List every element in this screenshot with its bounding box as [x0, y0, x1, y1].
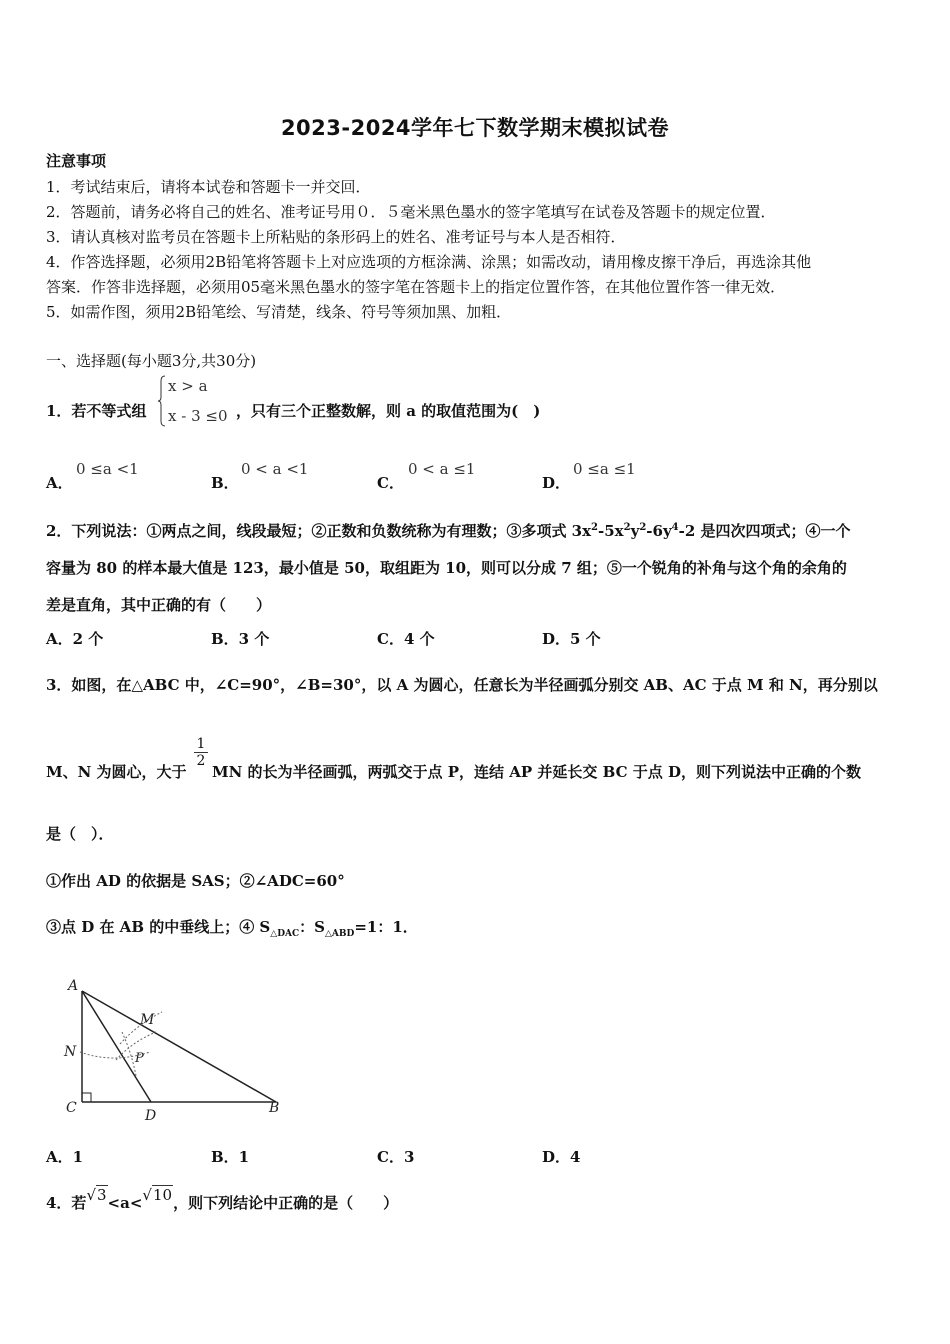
notice-item: 答案．作答非选择题，必须用05毫米黑色墨水的签字笔在答题卡上的指定位置作答，在其他位置作答一律无效． [46, 278, 786, 296]
notice-item: 2．答题前，请务必将自己的姓名、准考证号用０．５毫米黑色墨水的签字笔填写在试卷及答题卡的规定位置． [46, 203, 776, 221]
q1-option-b-letter: B． [211, 474, 239, 492]
q1-option-c-letter: C． [377, 474, 404, 492]
notice-item: 5．如需作图，须用2B铅笔绘、写清楚，线条、符号等须加黑、加粗． [46, 303, 512, 321]
q1-prefix: 1．若不等式组 [46, 402, 147, 420]
section-heading: 一、选择题(每小题3分,共30分) [46, 352, 257, 370]
bisector-ad [82, 991, 151, 1102]
fraction-denominator: 2 [194, 752, 208, 769]
q3-option-a: A．1 [46, 1148, 84, 1166]
triangle-figure [58, 972, 298, 1124]
q1-inequality-1: x > a [168, 377, 208, 395]
arc-p2 [122, 1032, 136, 1076]
brace-icon [158, 375, 166, 427]
q3-fraction [194, 736, 208, 769]
q2-option-c: C．4 个 [377, 630, 435, 648]
label-m: M [140, 1012, 155, 1028]
label-p: P [135, 1051, 144, 1066]
q1-option-a-letter: A． [46, 474, 73, 492]
q1-option-a: 0 ≤a <1 [76, 460, 139, 478]
q3-option-b: B．1 [211, 1148, 250, 1166]
q3-line-1: 3．如图，在△ABC 中，∠C=90°，∠B=30°，以 A 为圆心，任意长为半径画弧分别交 AB、AC 于点 M 和 N，再分别以 [46, 676, 878, 694]
q3-line-2a: M、N 为圆心，大于 [46, 763, 187, 781]
q1-option-c: 0 < a ≤1 [408, 460, 476, 478]
q3-statement-1: ①作出 AD 的依据是 SAS；②∠ADC=60° [46, 872, 345, 890]
notice-heading: 注意事项 [46, 152, 107, 170]
q4-line: 4．若√3<a<√10，则下列结论中正确的是（ ） [46, 1186, 399, 1212]
q1-option-b: 0 < a <1 [241, 460, 309, 478]
q2-line-1: 2．下列说法：①两点之间，线段最短；②正数和负数统称为有理数；③多项式 $3x^2-5x^2y^2-6y^4-2$ 是四次四项式；④一个 [46, 522, 851, 540]
notice-item: 1．考试结束后，请将本试卷和答题卡一并交回． [46, 178, 371, 196]
q1-inequality-2: x - 3 ≤0 [168, 407, 228, 425]
q2-option-a: A．2 个 [46, 630, 104, 648]
right-angle-mark [82, 1093, 91, 1102]
q2-option-d: D．5 个 [542, 630, 601, 648]
q3-option-c: C．3 [377, 1148, 415, 1166]
q1-option-d-letter: D． [542, 474, 571, 492]
fraction-numerator: 1 [196, 736, 206, 752]
q2-option-b: B．3 个 [211, 630, 270, 648]
notice-item: 4．作答选择题，必须用2B铅笔将答题卡上对应选项的方框涂满、涂黑；如需改动，请用橡皮擦干净后，再选涂其他 [46, 253, 812, 271]
q1-option-d: 0 ≤a ≤1 [573, 460, 636, 478]
q3-option-d: D．4 [542, 1148, 581, 1166]
label-n: N [64, 1044, 77, 1060]
q3-line-3: 是（ ）． [46, 825, 114, 843]
label-a: A [68, 978, 79, 994]
q2-line-2: 容量为 80 的样本最大值是 123，最小值是 50，取组距为 10，则可以分成 7 组；⑤一个锐角的补角与这个角的余角的 [46, 559, 847, 577]
q4-root-1: 3 [97, 1186, 107, 1204]
q3-statement-2: ③点 D 在 AB 的中垂线上；④ $S_{\triangle DAC}$：$S_{\triangle ABD}=1$：1． [46, 918, 418, 939]
q1-suffix: ，只有三个正整数解，则 a 的取值范围为( ) [236, 402, 541, 420]
page-title: 2023-2024学年七下数学期末模拟试卷 [280, 116, 670, 140]
label-d: D [145, 1108, 157, 1124]
q4-root-2: 10 [152, 1186, 173, 1204]
notice-item: 3．请认真核对监考员在答题卡上所粘贴的条形码上的姓名、准考证号与本人是否相符． [46, 228, 626, 246]
label-c: C [66, 1100, 77, 1116]
q3-line-2b: MN 的长为半径画弧，两弧交于点 P，连结 AP 并延长交 BC 于点 D，则下列说法中正确的个数 [212, 763, 861, 781]
side-ab [82, 991, 276, 1102]
label-b: B [269, 1100, 280, 1116]
q2-line-3: 差是直角，其中正确的有（ ） [46, 596, 272, 614]
